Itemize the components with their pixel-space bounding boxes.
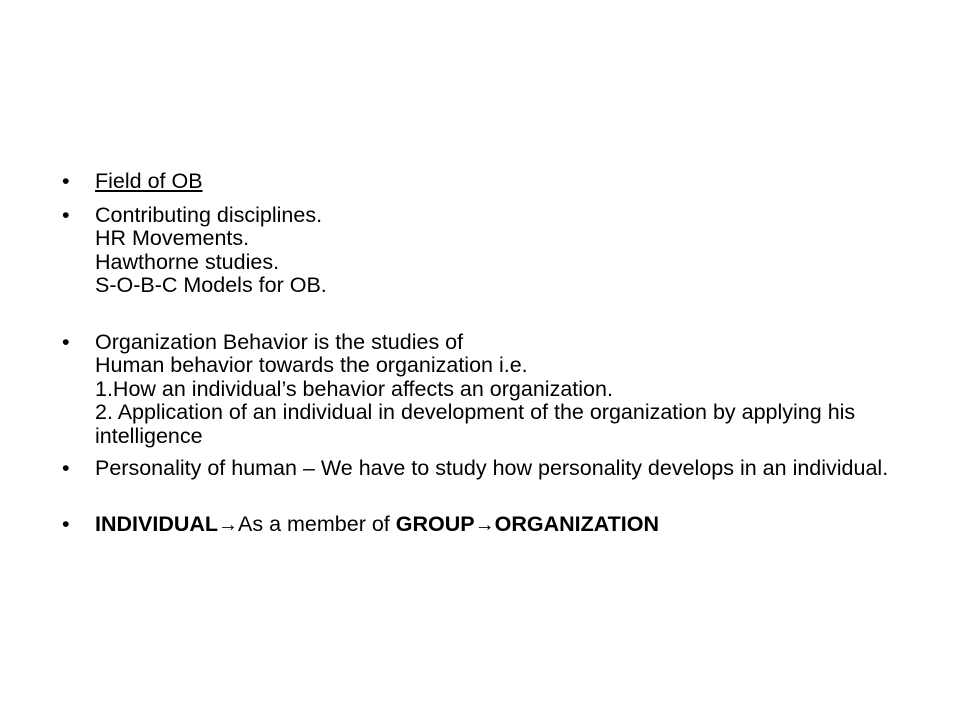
bullet-2-line-4: S-O-B-C Models for OB.: [95, 273, 327, 297]
right-arrow-icon: →: [218, 513, 239, 536]
bullet-3-line-3: 1.How an individual’s behavior affects an organization.: [95, 376, 613, 401]
bullet-list: [62, 170, 922, 537]
bullet-4-text: • Personality of human – We have to study how personality develops in an individual.: [95, 456, 889, 480]
individual-label: INDIVIDUAL: [95, 511, 219, 536]
bullet-organization-behavior: [62, 331, 922, 449]
bullet-2-line-3: Hawthorne studies.: [95, 249, 280, 274]
bullet-2-line-1: • Contributing disciplines.: [95, 202, 323, 227]
organization-label: ORGANIZATION: [494, 511, 660, 536]
group-label: GROUP: [395, 511, 475, 536]
bullet-5-line: [95, 513, 922, 538]
bullet-personality: [62, 457, 922, 481]
bullet-2-line-2: HR Movements.: [95, 226, 250, 250]
member-of-text: As a member of: [238, 511, 396, 536]
bullet-3-line-2: Human behavior towards the organization i.e.: [95, 353, 528, 377]
bullet-3-line-1: • Organization Behavior is the studies of: [95, 329, 464, 354]
bullet-contributing-disciplines: [62, 204, 922, 298]
bullet-field-of-ob: [62, 170, 922, 194]
right-arrow-icon: →: [474, 513, 495, 536]
bullet-3-line-4: 2. Application of an individual in development of the organization by applying his intelligence: [95, 400, 856, 448]
bullet-individual-group-organization: [62, 513, 922, 538]
field-of-ob-text: • Field of OB: [95, 169, 203, 193]
